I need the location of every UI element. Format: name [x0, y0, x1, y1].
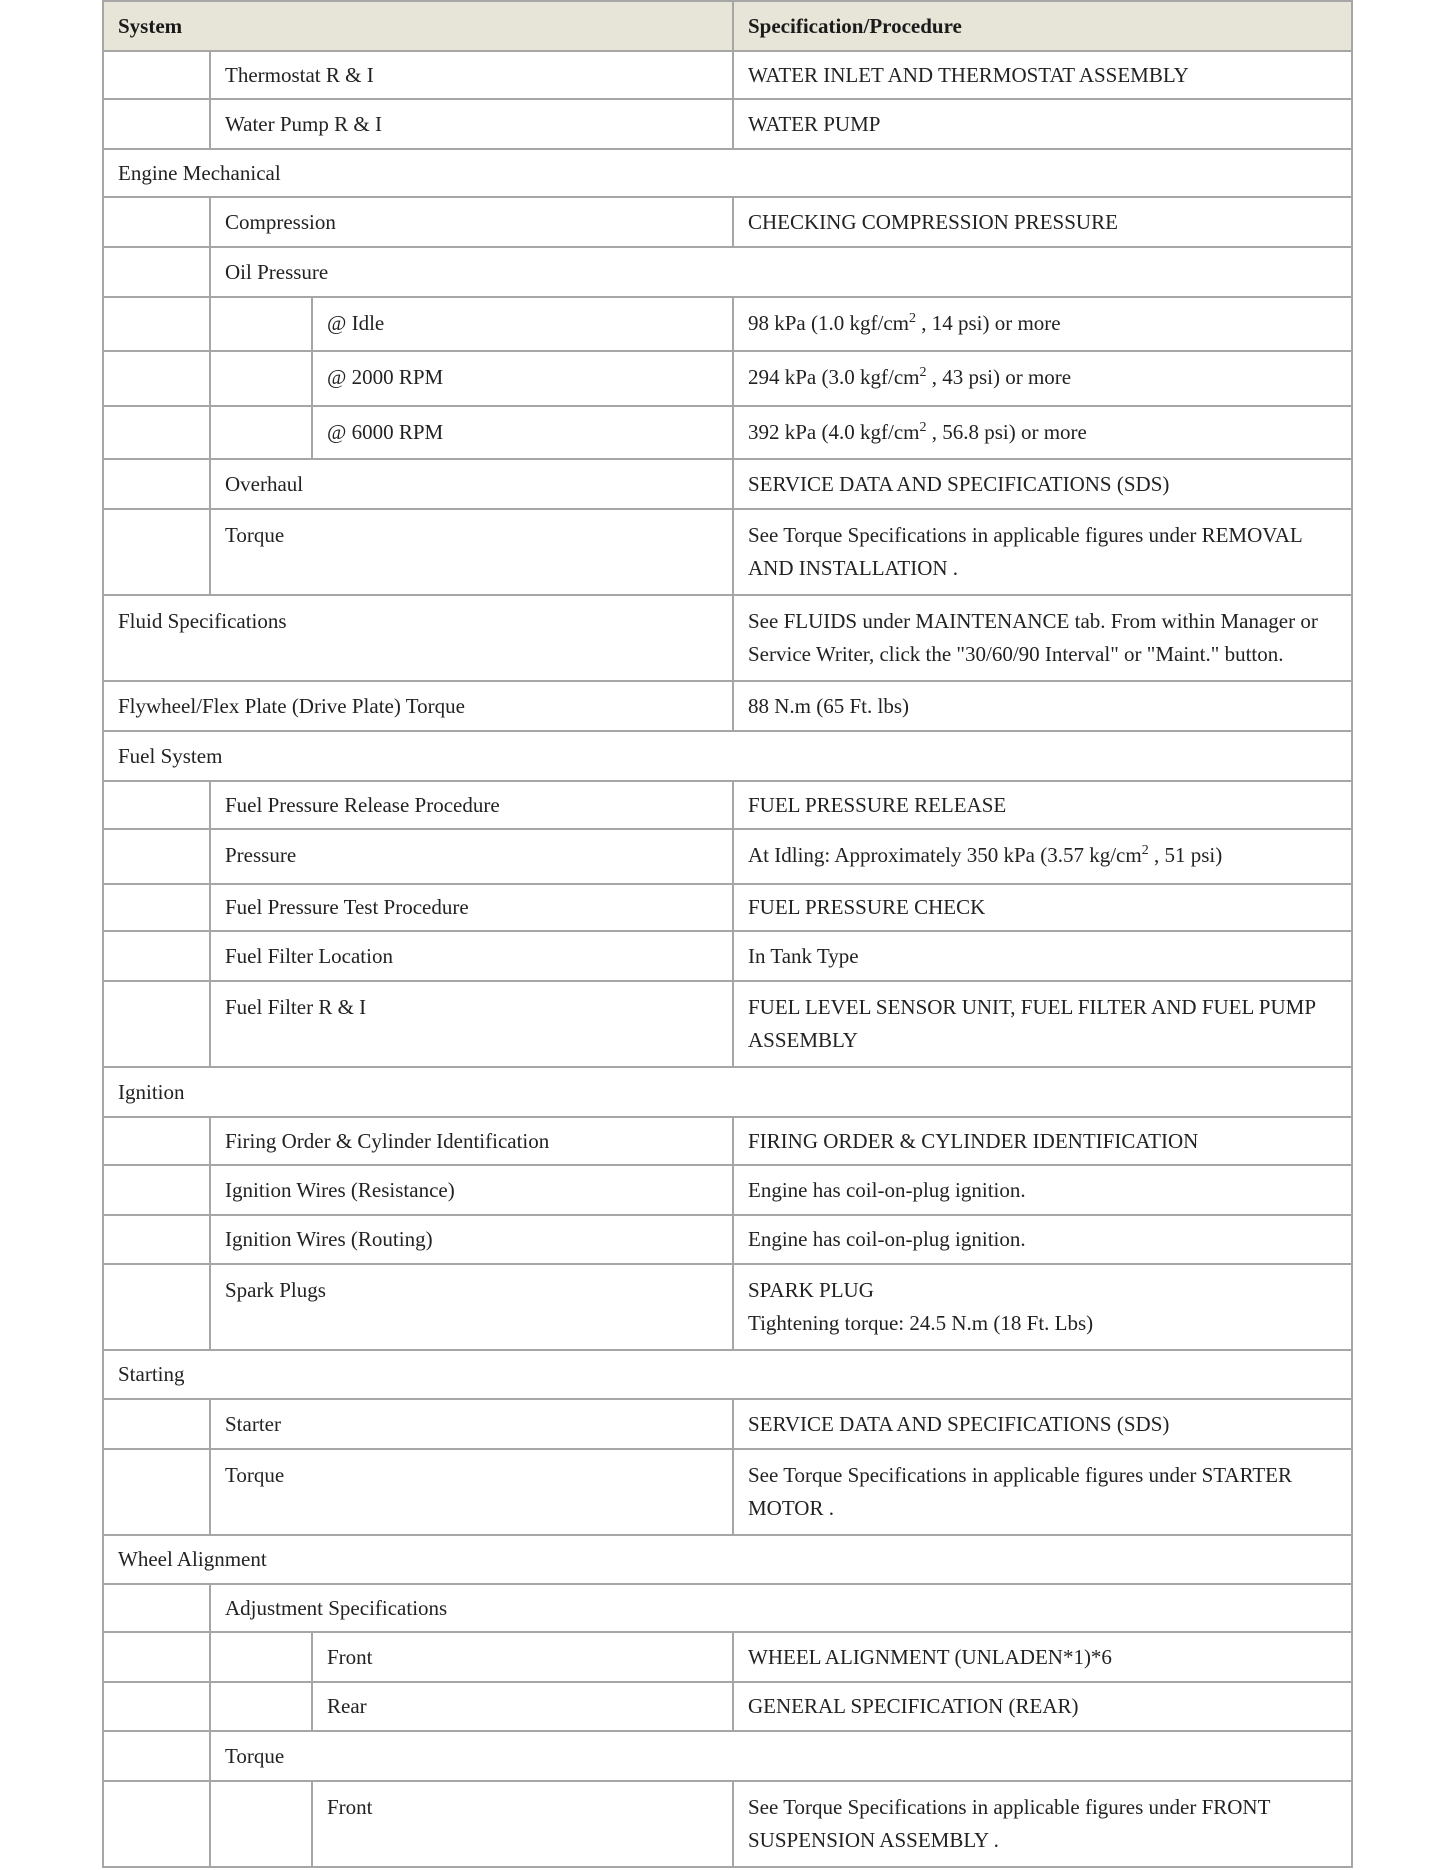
indent-cell [103, 981, 210, 1067]
indent-cell [103, 247, 210, 297]
row-value: See Torque Specifications in applicable figures under FRONT SUSPENSION ASSEMBLY . [733, 1781, 1352, 1867]
row-label: Ignition Wires (Resistance) [210, 1165, 733, 1215]
header-specification: Specification/Procedure [733, 1, 1352, 51]
row-value: WHEEL ALIGNMENT (UNLADEN*1)*6 [733, 1632, 1352, 1682]
section-row [103, 1067, 1352, 1117]
table-row [103, 884, 1352, 931]
row-label: Torque [210, 1449, 733, 1535]
row-label: @ 2000 RPM [312, 351, 733, 406]
row-value: See Torque Specifications in applicable figures under STARTER MOTOR . [733, 1449, 1352, 1535]
row-value: SPARK PLUG Tightening torque: 24.5 N.m (18 Ft. Lbs) [733, 1264, 1352, 1350]
row-value: FUEL LEVEL SENSOR UNIT, FUEL FILTER AND FUEL PUMP ASSEMBLY [733, 981, 1352, 1067]
row-label: Compression [210, 197, 733, 247]
indent-cell [103, 197, 210, 247]
indent-cell [103, 297, 210, 351]
row-value: FIRING ORDER & CYLINDER IDENTIFICATION [733, 1117, 1352, 1165]
table-row [103, 351, 1352, 406]
indent-cell [103, 1584, 210, 1632]
row-label: Front [312, 1632, 733, 1682]
row-label: Flywheel/Flex Plate (Drive Plate) Torque [103, 681, 733, 731]
row-value: CHECKING COMPRESSION PRESSURE [733, 197, 1352, 247]
indent-cell [103, 1117, 210, 1165]
indent-cell [103, 1731, 210, 1781]
row-label: Torque [210, 509, 733, 595]
row-label: Fuel Filter R & I [210, 981, 733, 1067]
subsection-row [103, 247, 1352, 297]
subsection-label: Oil Pressure [210, 247, 1352, 297]
section-row [103, 731, 1352, 781]
indent-cell [210, 351, 312, 406]
indent-cell [210, 297, 312, 351]
row-label: Rear [312, 1682, 733, 1731]
indent-cell [210, 1682, 312, 1731]
specification-table [102, 0, 1353, 1868]
section-row [103, 149, 1352, 197]
table-row [103, 1399, 1352, 1449]
row-value: At Idling: Approximately 350 kPa (3.57 $kg/cm^2$ , 51 psi) [733, 829, 1352, 884]
table-row [103, 829, 1352, 884]
row-value: See Torque Specifications in applicable figures under REMOVAL AND INSTALLATION . [733, 509, 1352, 595]
row-label: Overhaul [210, 459, 733, 509]
row-value: GENERAL SPECIFICATION (REAR) [733, 1682, 1352, 1731]
row-label: Water Pump R & I [210, 99, 733, 149]
row-value: 98 kPa (1.0 kgf/$cm^2$ , 14 psi) or more [733, 297, 1352, 351]
subsection-row [103, 1731, 1352, 1781]
table-row [103, 781, 1352, 829]
row-value: SERVICE DATA AND SPECIFICATIONS (SDS) [733, 459, 1352, 509]
indent-cell [210, 1632, 312, 1682]
table-row [103, 1781, 1352, 1867]
row-label: Starter [210, 1399, 733, 1449]
row-value: FUEL PRESSURE CHECK [733, 884, 1352, 931]
section-label: Engine Mechanical [103, 149, 1352, 197]
row-label: Front [312, 1781, 733, 1867]
row-label: Fuel Pressure Test Procedure [210, 884, 733, 931]
table-row [103, 297, 1352, 351]
indent-cell [103, 1165, 210, 1215]
row-value: WATER INLET AND THERMOSTAT ASSEMBLY [733, 51, 1352, 99]
subsection-label: Adjustment Specifications [210, 1584, 1352, 1632]
row-label: Ignition Wires (Routing) [210, 1215, 733, 1264]
indent-cell [103, 351, 210, 406]
indent-cell [103, 51, 210, 99]
table-row [103, 1449, 1352, 1535]
subsection-label: Torque [210, 1731, 1352, 1781]
indent-cell [103, 884, 210, 931]
section-label: Ignition [103, 1067, 1352, 1117]
row-value: 392 kPa (4.0 kgf/$cm^2$ , 56.8 psi) or more [733, 406, 1352, 459]
table-row [103, 459, 1352, 509]
row-value: FUEL PRESSURE RELEASE [733, 781, 1352, 829]
indent-cell [103, 1215, 210, 1264]
table-row [103, 1632, 1352, 1682]
row-label: @ 6000 RPM [312, 406, 733, 459]
row-value: Engine has coil-on-plug ignition. [733, 1165, 1352, 1215]
table-row [103, 99, 1352, 149]
row-value: Engine has coil-on-plug ignition. [733, 1215, 1352, 1264]
table-row [103, 51, 1352, 99]
indent-cell [103, 1781, 210, 1867]
indent-cell [103, 1682, 210, 1731]
indent-cell [103, 406, 210, 459]
table-row [103, 197, 1352, 247]
row-label: Fluid Specifications [103, 595, 733, 681]
section-label: Starting [103, 1350, 1352, 1399]
indent-cell [210, 1781, 312, 1867]
table-row [103, 406, 1352, 459]
row-value: 88 N.m (65 Ft. lbs) [733, 681, 1352, 731]
indent-cell [103, 931, 210, 981]
section-row [103, 1535, 1352, 1584]
header-system: System [103, 1, 733, 51]
row-label: Firing Order & Cylinder Identification [210, 1117, 733, 1165]
section-row [103, 1350, 1352, 1399]
table-row [103, 509, 1352, 595]
table-row [103, 1264, 1352, 1350]
table-row [103, 1682, 1352, 1731]
indent-cell [103, 1449, 210, 1535]
table-row [103, 595, 1352, 681]
row-value: SERVICE DATA AND SPECIFICATIONS (SDS) [733, 1399, 1352, 1449]
section-label: Wheel Alignment [103, 1535, 1352, 1584]
indent-cell [103, 1264, 210, 1350]
row-value: 294 kPa (3.0 kgf/$cm^2$ , 43 psi) or more [733, 351, 1352, 406]
indent-cell [103, 1399, 210, 1449]
table-row [103, 1215, 1352, 1264]
indent-cell [103, 781, 210, 829]
row-label: Pressure [210, 829, 733, 884]
table-row [103, 1165, 1352, 1215]
indent-cell [103, 99, 210, 149]
table-row [103, 681, 1352, 731]
table-header-row [103, 1, 1352, 51]
row-label: @ Idle [312, 297, 733, 351]
table-row [103, 931, 1352, 981]
table-row [103, 1117, 1352, 1165]
row-label: Fuel Filter Location [210, 931, 733, 981]
section-label: Fuel System [103, 731, 1352, 781]
row-value: See FLUIDS under MAINTENANCE tab. From within Manager or Service Writer, click the "30/60/90 Interval" or "Maint." button. [733, 595, 1352, 681]
row-label: Thermostat R & I [210, 51, 733, 99]
indent-cell [103, 829, 210, 884]
row-value: WATER PUMP [733, 99, 1352, 149]
indent-cell [103, 509, 210, 595]
subsection-row [103, 1584, 1352, 1632]
row-label: Spark Plugs [210, 1264, 733, 1350]
indent-cell [103, 1632, 210, 1682]
table-row [103, 981, 1352, 1067]
indent-cell [210, 406, 312, 459]
row-label: Fuel Pressure Release Procedure [210, 781, 733, 829]
row-value: In Tank Type [733, 931, 1352, 981]
indent-cell [103, 459, 210, 509]
